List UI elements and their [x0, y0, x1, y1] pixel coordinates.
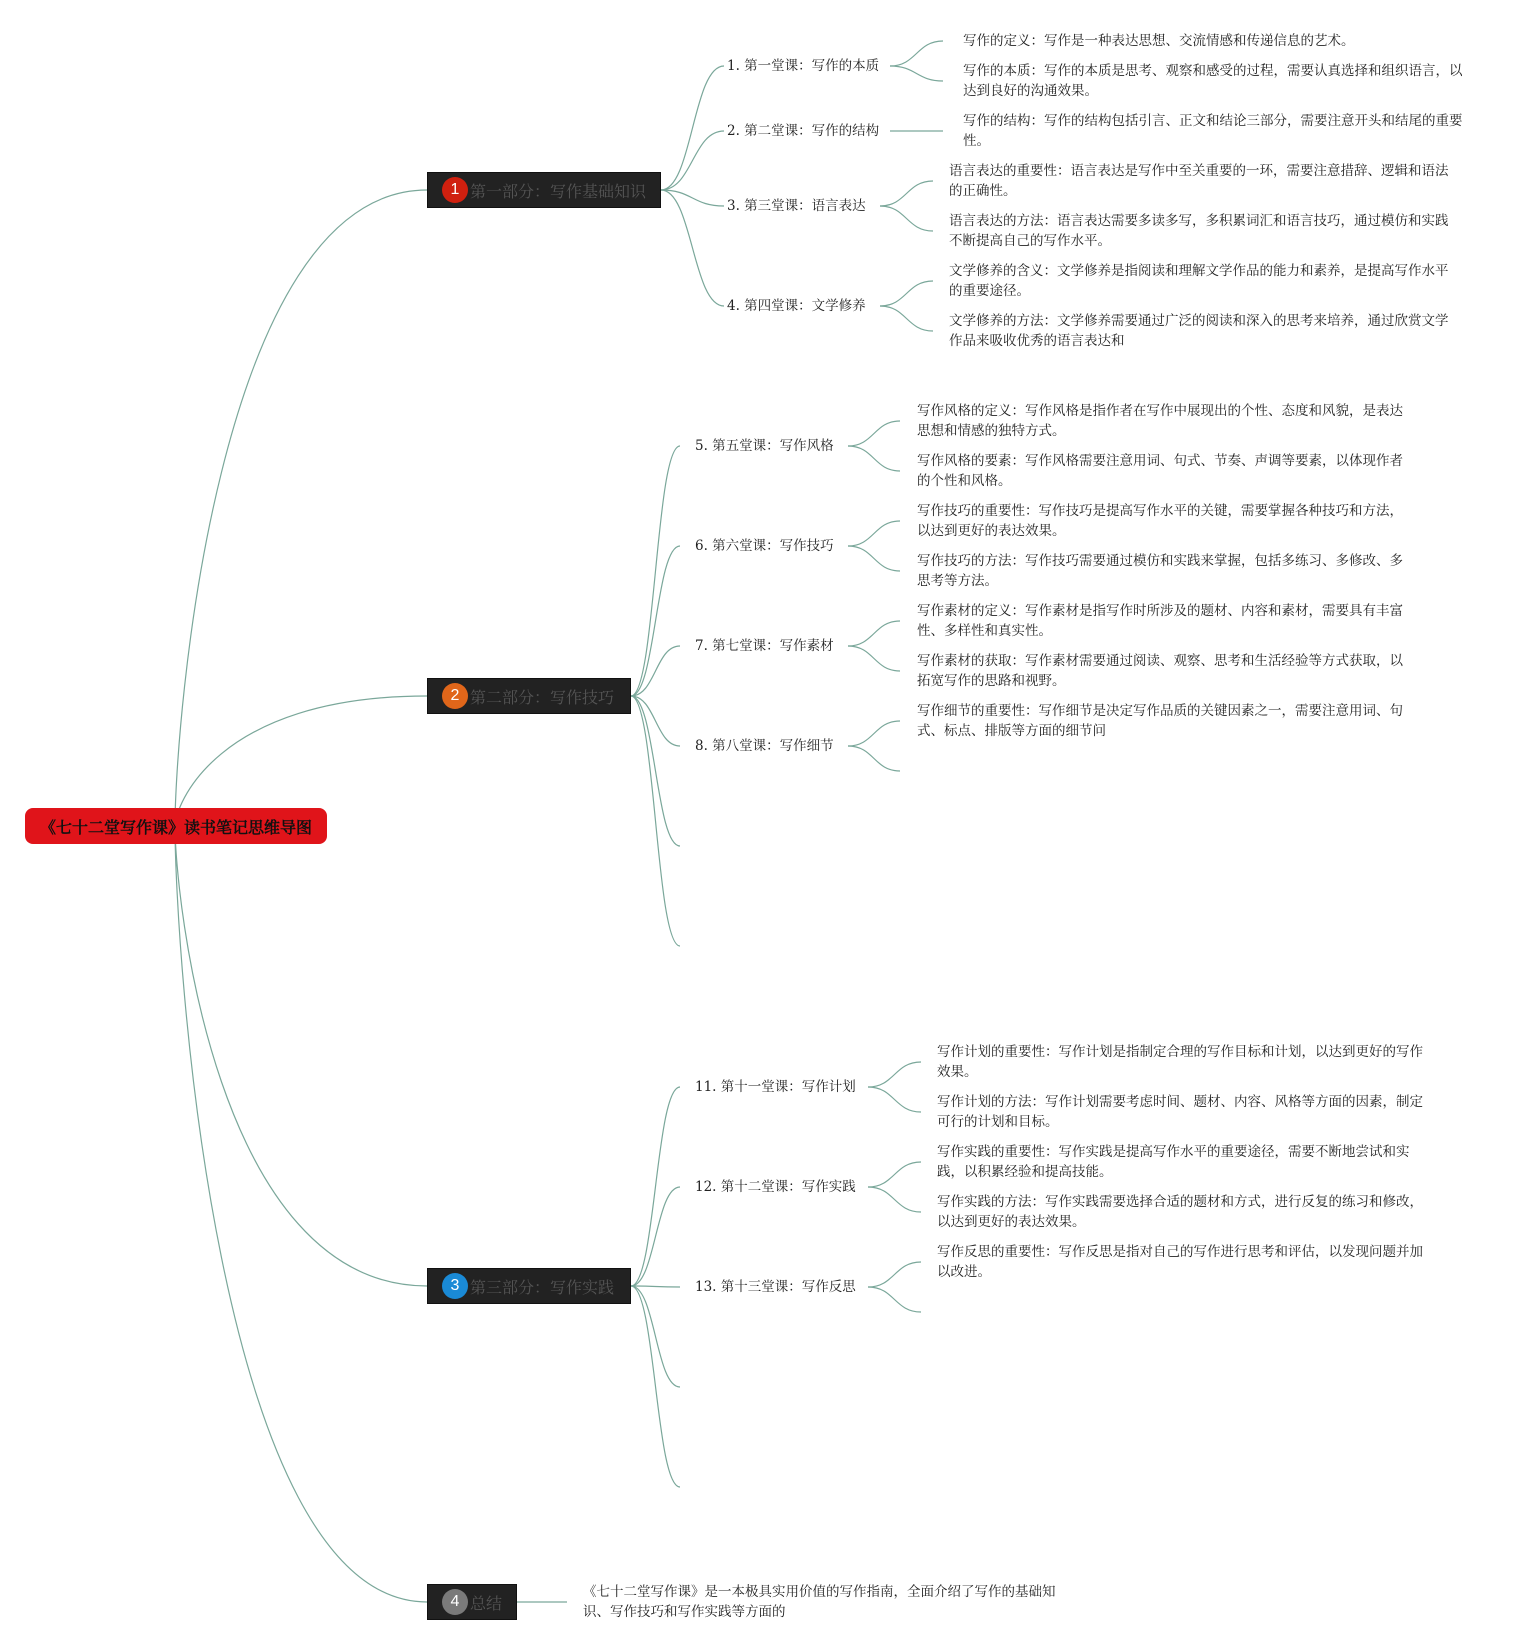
connector-line [868, 1262, 921, 1287]
connector-line [631, 446, 680, 696]
lesson-node-12[interactable]: 12. 第十二堂课：写作实践 [695, 1179, 856, 1195]
note-node: 文学修养的方法：文学修养需要通过广泛的阅读和深入的思考来培养，通过欣赏文学作品来吸收优秀的语言表达和 [949, 313, 1449, 349]
connector-line [631, 1087, 680, 1286]
note-node: 写作实践的方法：写作实践需要选择合适的题材和方式，进行反复的练习和修改，以达到更好的表达效果。 [937, 1194, 1423, 1230]
lesson-node-8[interactable]: 8. 第八堂课：写作细节 [695, 738, 834, 754]
lesson-node-5[interactable]: 5. 第五堂课：写作风格 [695, 438, 834, 454]
note-node: 写作计划的重要性：写作计划是指制定合理的写作目标和计划，以达到更好的写作效果。 [937, 1044, 1423, 1080]
note-node: 写作的本质：写作的本质是思考、观察和感受的过程，需要认真选择和组织语言，以达到良好的沟通效果。 [963, 63, 1463, 99]
part-node-basics[interactable] [427, 172, 661, 208]
connector-line [631, 1286, 680, 1287]
connector-line [661, 131, 724, 190]
part-label: 总结 [470, 1593, 503, 1613]
note-node: 写作实践的重要性：写作实践是提高写作水平的重要途径，需要不断地尝试和实践，以积累经验和提高技能。 [937, 1144, 1410, 1180]
note-node: 语言表达的方法：语言表达需要多读多写，多积累词汇和语言技巧，通过模仿和实践不断提高自己的写作水平。 [949, 213, 1449, 249]
connector-line [848, 446, 900, 471]
lesson-node-3[interactable]: 3. 第三堂课：语言表达 [727, 198, 866, 214]
connector-line [175, 826, 427, 1286]
connector-line [880, 281, 933, 306]
note-node: 语言表达的重要性：语言表达是写作中至关重要的一环，需要注意措辞、逻辑和语法的正确性。 [949, 163, 1449, 199]
connector-line [661, 190, 724, 206]
connector-line [848, 621, 900, 646]
connector-line [631, 696, 680, 946]
connector-line [890, 41, 943, 66]
connector-line [631, 1286, 680, 1387]
connector-line [880, 306, 933, 331]
connector-line [868, 1062, 921, 1087]
lesson-node-13[interactable]: 13. 第十三堂课：写作反思 [695, 1279, 856, 1295]
connector-line [868, 1087, 921, 1112]
lesson-node-7[interactable]: 7. 第七堂课：写作素材 [695, 638, 834, 654]
part-label: 第一部分：写作基础知识 [470, 181, 647, 201]
part-node-techniques[interactable] [427, 678, 631, 714]
lesson-node-4[interactable]: 4. 第四堂课：文学修养 [727, 298, 866, 314]
lesson-node-1[interactable]: 1. 第一堂课：写作的本质 [727, 58, 880, 74]
number-badge-icon: 2 [442, 683, 468, 709]
number-badge-icon: 3 [442, 1273, 468, 1299]
connector-line [848, 746, 900, 771]
note-node: 写作风格的要素：写作风格需要注意用词、句式、节奏、声调等要素，以体现作者的个性和风格。 [917, 453, 1403, 489]
part-label: 第三部分：写作实践 [470, 1277, 615, 1297]
note-node: 写作素材的定义：写作素材是指写作时所涉及的题材、内容和素材，需要具有丰富性、多样性和真实性。 [917, 603, 1403, 639]
connector-line [661, 190, 724, 306]
connector-line [175, 696, 427, 826]
lesson-node-2[interactable]: 2. 第二堂课：写作的结构 [727, 123, 880, 139]
connector-line [631, 1187, 680, 1286]
note-node: 写作的定义：写作是一种表达思想、交流情感和传递信息的艺术。 [963, 33, 1355, 49]
connector-line [661, 66, 724, 190]
connector-line [868, 1287, 921, 1312]
connector-line [175, 190, 427, 826]
note-node: 写作细节的重要性：写作细节是决定写作品质的关键因素之一，需要注意用词、句式、标点、排版等方面的细节问 [917, 703, 1403, 739]
connector-line [880, 206, 933, 231]
part-label: 第二部分：写作技巧 [470, 687, 615, 707]
connector-line [175, 826, 427, 1602]
note-node: 写作计划的方法：写作计划需要考虑时间、题材、内容、风格等方面的因素，制定可行的计划和目标。 [937, 1094, 1423, 1130]
connector-line [848, 721, 900, 746]
note-node: 写作风格的定义：写作风格是指作者在写作中展现出的个性、态度和风貌，是表达思想和情感的独特方式。 [917, 403, 1403, 439]
note-node: 写作素材的获取：写作素材需要通过阅读、观察、思考和生活经验等方式获取，以拓宽写作的思路和视野。 [917, 653, 1403, 689]
connector-line [868, 1187, 921, 1212]
lesson-node-6[interactable]: 6. 第六堂课：写作技巧 [695, 538, 834, 554]
summary-note: 《七十二堂写作课》是一本极具实用价值的写作指南，全面介绍了写作的基础知识、写作技巧和写作实践等方面的 [583, 1584, 1056, 1620]
note-node: 文学修养的含义：文学修养是指阅读和理解文学作品的能力和素养，是提高写作水平的重要途径。 [949, 263, 1449, 299]
part-node-practice[interactable] [427, 1268, 631, 1304]
root-node[interactable]: 《七十二堂写作课》读书笔记思维导图 [25, 808, 327, 844]
note-node: 写作反思的重要性：写作反思是指对自己的写作进行思考和评估，以发现问题并加以改进。 [937, 1244, 1423, 1280]
connector-line [848, 646, 900, 671]
connector-line [631, 1286, 680, 1487]
connector-line [868, 1162, 921, 1187]
note-node: 写作技巧的重要性：写作技巧是提高写作水平的关键，需要掌握各种技巧和方法，以达到更好的表达效果。 [917, 503, 1403, 539]
connector-line [890, 66, 943, 81]
connector-line [848, 546, 900, 571]
number-badge-icon: 1 [442, 177, 468, 203]
part-node-summary[interactable] [427, 1584, 517, 1620]
connector-line [880, 181, 933, 206]
lesson-node-11[interactable]: 11. 第十一堂课：写作计划 [695, 1079, 856, 1095]
number-badge-icon: 4 [442, 1589, 468, 1615]
note-node: 写作技巧的方法：写作技巧需要通过模仿和实践来掌握，包括多练习、多修改、多思考等方法。 [917, 553, 1403, 589]
note-node: 写作的结构：写作的结构包括引言、正文和结论三部分，需要注意开头和结尾的重要性。 [963, 113, 1463, 149]
connector-line [848, 421, 900, 446]
connector-line [848, 521, 900, 546]
